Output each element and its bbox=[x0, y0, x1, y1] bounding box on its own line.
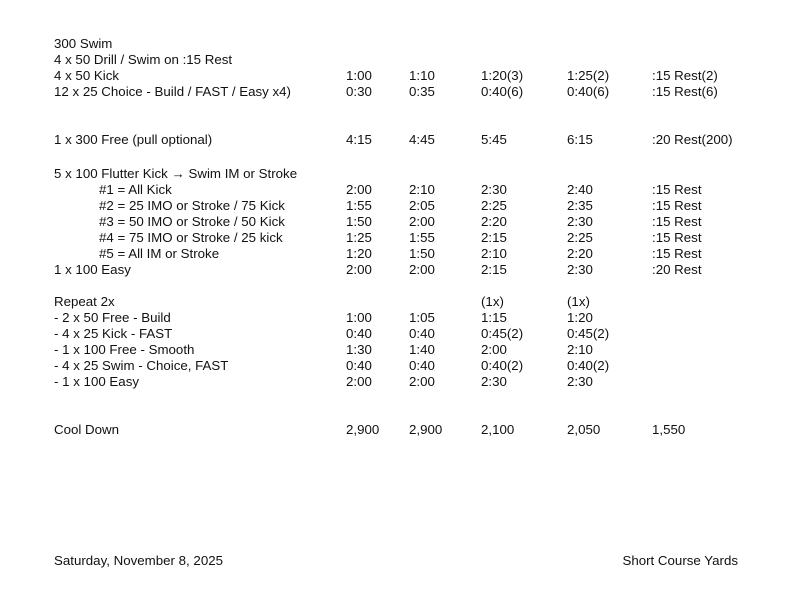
interval-lane-3: 0:45(2) bbox=[481, 326, 524, 341]
interval-lane-1: 0:40 bbox=[346, 358, 372, 373]
interval-lane-4: (1x) bbox=[567, 294, 590, 309]
interval-lane-4: 2:20 bbox=[567, 246, 593, 261]
workout-row bbox=[0, 214, 792, 230]
interval-lane-4: 0:45(2) bbox=[567, 326, 610, 341]
total-lane-5: 1,550 bbox=[652, 422, 686, 437]
interval-lane-3: 2:20 bbox=[481, 214, 507, 229]
set-description: - 4 x 25 Kick - FAST bbox=[54, 326, 173, 341]
interval-lane-5: :15 Rest bbox=[652, 246, 702, 261]
interval-lane-3: 2:00 bbox=[481, 342, 507, 357]
workout-row bbox=[0, 294, 792, 310]
interval-lane-3: 2:30 bbox=[481, 182, 507, 197]
interval-lane-3: 5:45 bbox=[481, 132, 507, 147]
set-description: Cool Down bbox=[54, 422, 120, 437]
interval-lane-2: 2:00 bbox=[409, 262, 435, 277]
interval-lane-5: :15 Rest(6) bbox=[652, 84, 718, 99]
interval-lane-5: :15 Rest bbox=[652, 182, 702, 197]
interval-lane-2: 1:40 bbox=[409, 342, 435, 357]
workout-row bbox=[0, 68, 792, 84]
total-lane-1: 2,900 bbox=[346, 422, 380, 437]
interval-lane-5: :15 Rest bbox=[652, 230, 702, 245]
interval-lane-3: 0:40(6) bbox=[481, 84, 524, 99]
interval-lane-1: 1:20 bbox=[346, 246, 372, 261]
workout-row bbox=[0, 342, 792, 358]
set-description: 12 x 25 Choice - Build / FAST / Easy x4) bbox=[54, 84, 291, 99]
interval-lane-3: 1:20(3) bbox=[481, 68, 524, 83]
course-type: Short Course Yards bbox=[622, 553, 738, 568]
interval-lane-3: 2:10 bbox=[481, 246, 507, 261]
interval-lane-1: 4:15 bbox=[346, 132, 372, 147]
set-description: - 4 x 25 Swim - Choice, FAST bbox=[54, 358, 229, 373]
interval-lane-4: 2:35 bbox=[567, 198, 593, 213]
set-description: 1 x 300 Free (pull optional) bbox=[54, 132, 213, 147]
interval-lane-5: :20 Rest bbox=[652, 262, 702, 277]
workout-row bbox=[0, 422, 792, 438]
interval-lane-3: 2:25 bbox=[481, 198, 507, 213]
interval-lane-3: 0:40(2) bbox=[481, 358, 524, 373]
interval-lane-4: 0:40(2) bbox=[567, 358, 610, 373]
interval-lane-4: 2:30 bbox=[567, 214, 593, 229]
workout-row bbox=[0, 52, 792, 68]
set-description: #5 = All IM or Stroke bbox=[99, 246, 220, 261]
interval-lane-2: 1:10 bbox=[409, 68, 435, 83]
interval-lane-4: 2:40 bbox=[567, 182, 593, 197]
interval-lane-2: 0:40 bbox=[409, 326, 435, 341]
set-description: 4 x 50 Kick bbox=[54, 68, 120, 83]
workout-row bbox=[0, 132, 792, 148]
interval-lane-1: 2:00 bbox=[346, 374, 372, 389]
interval-lane-5: :15 Rest(2) bbox=[652, 68, 718, 83]
interval-lane-2: 2:00 bbox=[409, 214, 435, 229]
interval-lane-2: 2:00 bbox=[409, 374, 435, 389]
workout-row bbox=[0, 182, 792, 198]
set-description: 4 x 50 Drill / Swim on :15 Rest bbox=[54, 52, 233, 67]
workout-row bbox=[0, 358, 792, 374]
workout-row bbox=[0, 230, 792, 246]
interval-lane-4: 6:15 bbox=[567, 132, 593, 147]
workout-row bbox=[0, 246, 792, 262]
set-description: 5 x 100 Flutter Kick → Swim IM or Stroke bbox=[54, 166, 298, 181]
workout-row bbox=[0, 262, 792, 278]
interval-lane-1: 1:25 bbox=[346, 230, 372, 245]
interval-lane-1: 0:40 bbox=[346, 326, 372, 341]
interval-lane-5: :15 Rest bbox=[652, 198, 702, 213]
interval-lane-3: 2:15 bbox=[481, 230, 507, 245]
interval-lane-1: 1:30 bbox=[346, 342, 372, 357]
interval-lane-2: 0:40 bbox=[409, 358, 435, 373]
interval-lane-1: 2:00 bbox=[346, 182, 372, 197]
set-description: - 1 x 100 Free - Smooth bbox=[54, 342, 195, 357]
interval-lane-1: 0:30 bbox=[346, 84, 372, 99]
interval-lane-4: 2:10 bbox=[567, 342, 593, 357]
interval-lane-1: 1:00 bbox=[346, 310, 372, 325]
set-description: - 1 x 100 Easy bbox=[54, 374, 139, 389]
workout-row bbox=[0, 198, 792, 214]
interval-lane-4: 2:30 bbox=[567, 374, 593, 389]
total-lane-2: 2,900 bbox=[409, 422, 443, 437]
interval-lane-1: 1:50 bbox=[346, 214, 372, 229]
interval-lane-5: :20 Rest(200) bbox=[652, 132, 733, 147]
total-lane-3: 2,100 bbox=[481, 422, 515, 437]
interval-lane-2: 1:55 bbox=[409, 230, 435, 245]
interval-lane-1: 1:00 bbox=[346, 68, 372, 83]
set-description: #4 = 75 IMO or Stroke / 25 kick bbox=[99, 230, 283, 245]
interval-lane-1: 2:00 bbox=[346, 262, 372, 277]
interval-lane-2: 2:10 bbox=[409, 182, 435, 197]
workout-row bbox=[0, 326, 792, 342]
workout-row bbox=[0, 374, 792, 390]
interval-lane-4: 2:30 bbox=[567, 262, 593, 277]
interval-lane-1: 1:55 bbox=[346, 198, 372, 213]
workout-row bbox=[0, 166, 792, 182]
interval-lane-2: 1:05 bbox=[409, 310, 435, 325]
set-description: #1 = All Kick bbox=[99, 182, 172, 197]
set-description: #2 = 25 IMO or Stroke / 75 Kick bbox=[99, 198, 285, 213]
set-description: - 2 x 50 Free - Build bbox=[54, 310, 171, 325]
set-description: #3 = 50 IMO or Stroke / 50 Kick bbox=[99, 214, 285, 229]
total-lane-4: 2,050 bbox=[567, 422, 601, 437]
interval-lane-2: 4:45 bbox=[409, 132, 435, 147]
set-description: 1 x 100 Easy bbox=[54, 262, 131, 277]
set-description: 300 Swim bbox=[54, 36, 113, 51]
interval-lane-2: 2:05 bbox=[409, 198, 435, 213]
interval-lane-4: 2:25 bbox=[567, 230, 593, 245]
interval-lane-2: 1:50 bbox=[409, 246, 435, 261]
interval-lane-4: 1:25(2) bbox=[567, 68, 610, 83]
interval-lane-3: 2:30 bbox=[481, 374, 507, 389]
interval-lane-4: 0:40(6) bbox=[567, 84, 610, 99]
workout-row bbox=[0, 310, 792, 326]
interval-lane-4: 1:20 bbox=[567, 310, 593, 325]
interval-lane-2: 0:35 bbox=[409, 84, 435, 99]
set-description: Repeat 2x bbox=[54, 294, 115, 309]
workout-date: Saturday, November 8, 2025 bbox=[54, 553, 224, 568]
workout-row bbox=[0, 36, 792, 52]
interval-lane-3: 1:15 bbox=[481, 310, 507, 325]
interval-lane-3: 2:15 bbox=[481, 262, 507, 277]
interval-lane-3: (1x) bbox=[481, 294, 504, 309]
interval-lane-5: :15 Rest bbox=[652, 214, 702, 229]
workout-row bbox=[0, 84, 792, 100]
